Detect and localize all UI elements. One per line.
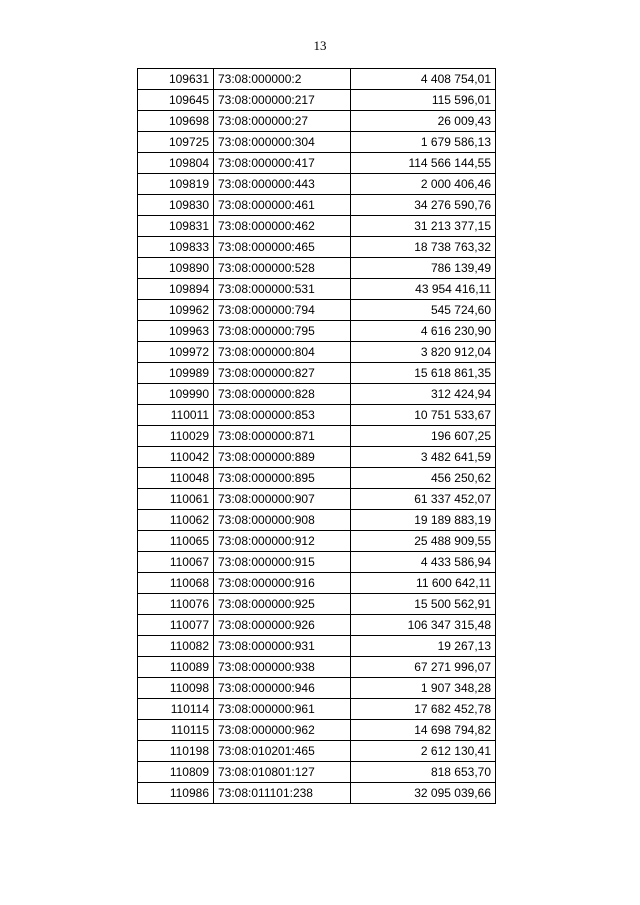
- row-number-cell: 110809: [138, 762, 214, 783]
- cadastral-number-cell: 73:08:000000:443: [214, 174, 351, 195]
- table-row: [138, 720, 496, 741]
- table-row: [138, 426, 496, 447]
- table-row: [138, 321, 496, 342]
- cadastral-number-cell: 73:08:011101:238: [214, 783, 351, 804]
- cadastral-number-cell: 73:08:000000:961: [214, 699, 351, 720]
- cadastral-value-cell: 31 213 377,15: [351, 216, 496, 237]
- row-number-cell: 110042: [138, 447, 214, 468]
- cadastral-number-cell: 73:08:000000:895: [214, 468, 351, 489]
- cadastral-value-cell: 786 139,49: [351, 258, 496, 279]
- table-row: [138, 258, 496, 279]
- cadastral-number-cell: 73:08:000000:794: [214, 300, 351, 321]
- cadastral-value-cell: 3 820 912,04: [351, 342, 496, 363]
- row-number-cell: 110077: [138, 615, 214, 636]
- cadastral-value-cell: 61 337 452,07: [351, 489, 496, 510]
- row-number-cell: 110011: [138, 405, 214, 426]
- cadastral-value-cell: 115 596,01: [351, 90, 496, 111]
- row-number-cell: 110098: [138, 678, 214, 699]
- cadastral-number-cell: 73:08:000000:962: [214, 720, 351, 741]
- table-row: [138, 300, 496, 321]
- cadastral-number-cell: 73:08:000000:908: [214, 510, 351, 531]
- row-number-cell: 110048: [138, 468, 214, 489]
- row-number-cell: 110062: [138, 510, 214, 531]
- table-row: [138, 153, 496, 174]
- table-row: [138, 678, 496, 699]
- cadastral-value-cell: 1 907 348,28: [351, 678, 496, 699]
- table-row: [138, 132, 496, 153]
- table-row: [138, 699, 496, 720]
- cadastral-value-cell: 1 679 586,13: [351, 132, 496, 153]
- cadastral-number-cell: 73:08:000000:27: [214, 111, 351, 132]
- cadastral-number-cell: 73:08:000000:462: [214, 216, 351, 237]
- row-number-cell: 110198: [138, 741, 214, 762]
- cadastral-number-cell: 73:08:000000:828: [214, 384, 351, 405]
- cadastral-number-cell: 73:08:000000:795: [214, 321, 351, 342]
- row-number-cell: 109725: [138, 132, 214, 153]
- cadastral-value-cell: 34 276 590,76: [351, 195, 496, 216]
- table-row: [138, 510, 496, 531]
- cadastral-value-cell: 19 267,13: [351, 636, 496, 657]
- row-number-cell: 109962: [138, 300, 214, 321]
- cadastral-value-cell: 818 653,70: [351, 762, 496, 783]
- cadastral-number-cell: 73:08:010801:127: [214, 762, 351, 783]
- cadastral-number-cell: 73:08:000000:925: [214, 594, 351, 615]
- row-number-cell: 109631: [138, 69, 214, 90]
- cadastral-value-cell: 11 600 642,11: [351, 573, 496, 594]
- cadastral-value-cell: 4 408 754,01: [351, 69, 496, 90]
- row-number-cell: 109963: [138, 321, 214, 342]
- table-row: [138, 384, 496, 405]
- table-body: [138, 69, 496, 804]
- table-row: [138, 741, 496, 762]
- row-number-cell: 109894: [138, 279, 214, 300]
- row-number-cell: 110068: [138, 573, 214, 594]
- cadastral-value-cell: 2 612 130,41: [351, 741, 496, 762]
- table-row: [138, 657, 496, 678]
- table-row: [138, 279, 496, 300]
- cadastral-number-cell: 73:08:000000:853: [214, 405, 351, 426]
- cadastral-value-cell: 106 347 315,48: [351, 615, 496, 636]
- cadastral-number-cell: 73:08:000000:871: [214, 426, 351, 447]
- row-number-cell: 110115: [138, 720, 214, 741]
- cadastral-number-cell: 73:08:000000:417: [214, 153, 351, 174]
- row-number-cell: 109645: [138, 90, 214, 111]
- table-row: [138, 69, 496, 90]
- table-row: [138, 489, 496, 510]
- row-number-cell: 110029: [138, 426, 214, 447]
- table-row: [138, 552, 496, 573]
- table-row: [138, 447, 496, 468]
- table-row: [138, 573, 496, 594]
- cadastral-value-cell: 456 250,62: [351, 468, 496, 489]
- table-row: [138, 636, 496, 657]
- cadastral-value-cell: 18 738 763,32: [351, 237, 496, 258]
- table-row: [138, 594, 496, 615]
- row-number-cell: 109990: [138, 384, 214, 405]
- row-number-cell: 109804: [138, 153, 214, 174]
- cadastral-value-cell: 312 424,94: [351, 384, 496, 405]
- cadastral-value-cell: 25 488 909,55: [351, 531, 496, 552]
- cadastral-number-cell: 73:08:000000:2: [214, 69, 351, 90]
- table-row: [138, 195, 496, 216]
- row-number-cell: 109819: [138, 174, 214, 195]
- cadastral-value-cell: 43 954 416,11: [351, 279, 496, 300]
- row-number-cell: 109890: [138, 258, 214, 279]
- table-row: [138, 468, 496, 489]
- row-number-cell: 109831: [138, 216, 214, 237]
- cadastral-value-cell: 32 095 039,66: [351, 783, 496, 804]
- table-row: [138, 174, 496, 195]
- row-number-cell: 110067: [138, 552, 214, 573]
- cadastral-number-cell: 73:08:000000:304: [214, 132, 351, 153]
- cadastral-number-cell: 73:08:000000:926: [214, 615, 351, 636]
- table-row: [138, 237, 496, 258]
- row-number-cell: 110076: [138, 594, 214, 615]
- cadastral-value-cell: 19 189 883,19: [351, 510, 496, 531]
- row-number-cell: 109698: [138, 111, 214, 132]
- row-number-cell: 109833: [138, 237, 214, 258]
- cadastral-number-cell: 73:08:000000:931: [214, 636, 351, 657]
- cadastral-value-cell: 26 009,43: [351, 111, 496, 132]
- cadastral-value-cell: 4 616 230,90: [351, 321, 496, 342]
- row-number-cell: 110065: [138, 531, 214, 552]
- cadastral-value-cell: 196 607,25: [351, 426, 496, 447]
- cadastral-number-cell: 73:08:000000:217: [214, 90, 351, 111]
- cadastral-value-cell: 114 566 144,55: [351, 153, 496, 174]
- cadastral-number-cell: 73:08:000000:912: [214, 531, 351, 552]
- cadastral-value-cell: 3 482 641,59: [351, 447, 496, 468]
- cadastral-number-cell: 73:08:000000:946: [214, 678, 351, 699]
- row-number-cell: 109989: [138, 363, 214, 384]
- table-row: [138, 615, 496, 636]
- row-number-cell: 109830: [138, 195, 214, 216]
- cadastral-value-cell: 15 500 562,91: [351, 594, 496, 615]
- cadastral-value-cell: 14 698 794,82: [351, 720, 496, 741]
- row-number-cell: 110089: [138, 657, 214, 678]
- cadastral-number-cell: 73:08:000000:907: [214, 489, 351, 510]
- row-number-cell: 110082: [138, 636, 214, 657]
- cadastral-value-cell: 545 724,60: [351, 300, 496, 321]
- cadastral-number-cell: 73:08:000000:915: [214, 552, 351, 573]
- cadastral-number-cell: 73:08:000000:916: [214, 573, 351, 594]
- row-number-cell: 110114: [138, 699, 214, 720]
- cadastral-number-cell: 73:08:000000:531: [214, 279, 351, 300]
- cadastral-number-cell: 73:08:000000:804: [214, 342, 351, 363]
- cadastral-number-cell: 73:08:000000:827: [214, 363, 351, 384]
- cadastral-number-cell: 73:08:000000:465: [214, 237, 351, 258]
- cadastral-value-cell: 15 618 861,35: [351, 363, 496, 384]
- table-row: [138, 783, 496, 804]
- page-number: 13: [313, 38, 327, 53]
- cadastral-value-cell: 67 271 996,07: [351, 657, 496, 678]
- cadastral-value-cell: 10 751 533,67: [351, 405, 496, 426]
- cadastral-value-cell: 17 682 452,78: [351, 699, 496, 720]
- table-row: [138, 342, 496, 363]
- table-row: [138, 363, 496, 384]
- row-number-cell: 109972: [138, 342, 214, 363]
- row-number-cell: 110061: [138, 489, 214, 510]
- cadastral-number-cell: 73:08:010201:465: [214, 741, 351, 762]
- cadastral-value-cell: 4 433 586,94: [351, 552, 496, 573]
- cadastral-number-cell: 73:08:000000:528: [214, 258, 351, 279]
- table-row: [138, 90, 496, 111]
- table-row: [138, 762, 496, 783]
- table-row: [138, 111, 496, 132]
- cadastral-value-table: [137, 68, 496, 804]
- cadastral-value-cell: 2 000 406,46: [351, 174, 496, 195]
- table-row: [138, 216, 496, 237]
- cadastral-number-cell: 73:08:000000:938: [214, 657, 351, 678]
- table-row: [138, 531, 496, 552]
- row-number-cell: 110986: [138, 783, 214, 804]
- table-row: [138, 405, 496, 426]
- cadastral-number-cell: 73:08:000000:889: [214, 447, 351, 468]
- cadastral-number-cell: 73:08:000000:461: [214, 195, 351, 216]
